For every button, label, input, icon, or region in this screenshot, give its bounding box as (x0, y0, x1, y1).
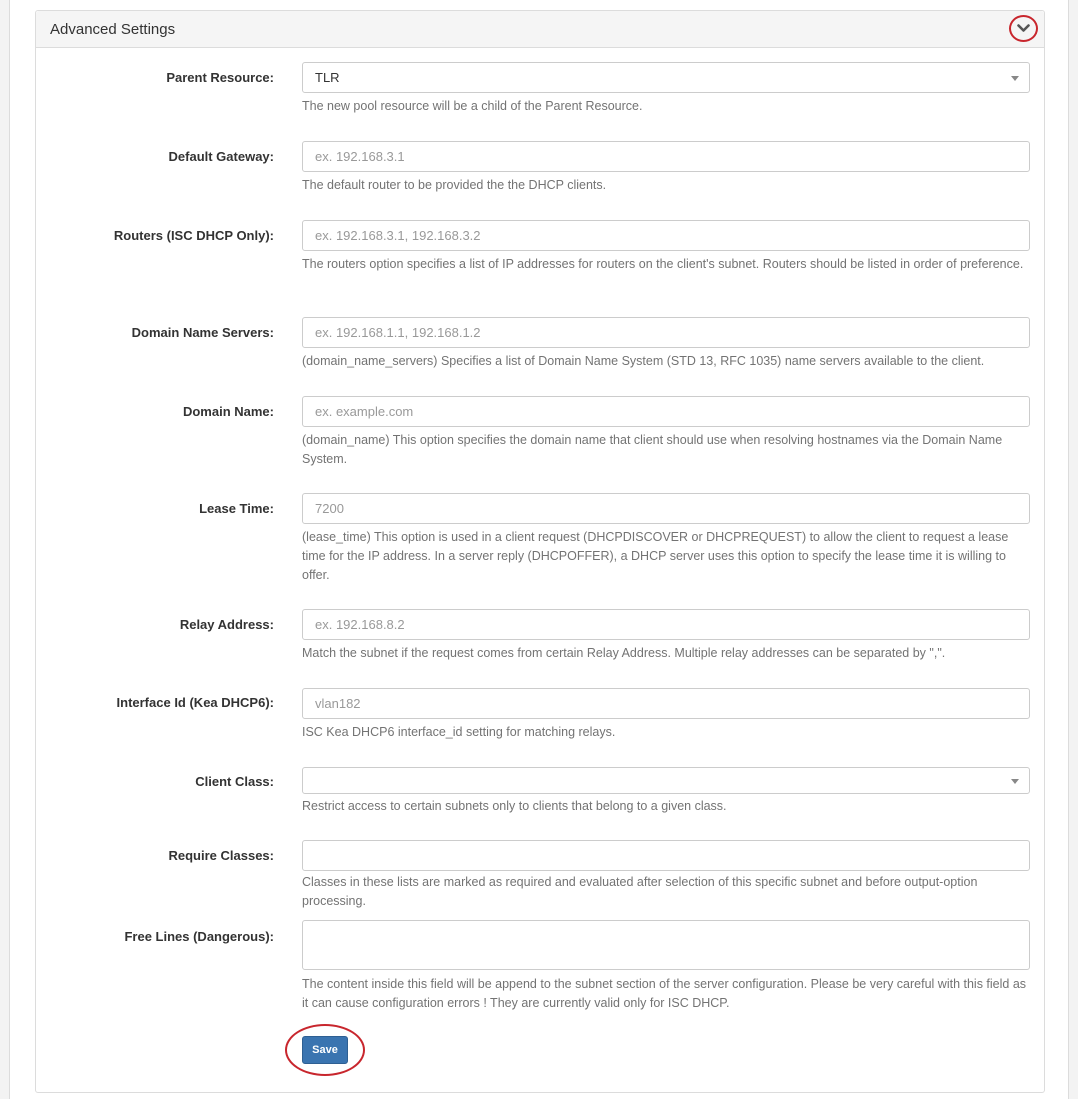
routers-placeholder: ex. 192.168.3.1, 192.168.3.2 (315, 228, 481, 243)
domain-name-servers-help: (domain_name_servers) Specifies a list of Domain Name System (STD 13, RFC 1035) name servers available to the client. (302, 354, 985, 368)
domain-name-label: Domain Name: (182, 404, 274, 419)
lease-time-input[interactable] (302, 493, 1030, 524)
interface-id-label: Interface Id (Kea DHCP6): (116, 695, 274, 710)
domain-name-placeholder: ex. example.com (315, 404, 414, 419)
relay-address-input[interactable] (302, 609, 1030, 640)
panel-heading[interactable] (36, 11, 1044, 48)
interface-id-placeholder: vlan182 (315, 696, 361, 711)
default-gateway-placeholder: ex. 192.168.3.1 (315, 149, 405, 164)
parent-resource-label: Parent Resource: (166, 70, 274, 85)
domain-name-servers-input[interactable] (302, 317, 1030, 348)
parent-resource-help: The new pool resource will be a child of the Parent Resource. (302, 99, 643, 113)
default-gateway-label: Default Gateway: (168, 149, 274, 164)
lease-time-label: Lease Time: (199, 501, 274, 516)
panel-title: Advanced Settings (50, 21, 176, 38)
domain-name-servers-placeholder: ex. 192.168.1.1, 192.168.1.2 (315, 325, 481, 340)
default-gateway-help: The default router to be provided the the DHCP clients. (302, 178, 607, 192)
free-lines-help: The content inside this field will be append to the subnet section of the server configuration. Please be very careful with this field as it can cause configuration errors ! They are currently valid only for ISC DHCP. (302, 977, 1027, 1010)
save-button[interactable]: Save (302, 1036, 348, 1064)
caret-down-icon (1011, 779, 1019, 784)
relay-address-label: Relay Address: (179, 617, 274, 632)
page-right-edge (1068, 0, 1078, 1099)
page-left-edge (0, 0, 10, 1099)
lease-time-placeholder: 7200 (315, 501, 344, 516)
default-gateway-input[interactable] (302, 141, 1030, 172)
require-classes-input[interactable] (302, 840, 1030, 871)
parent-resource-select[interactable] (302, 62, 1030, 93)
domain-name-input[interactable] (302, 396, 1030, 427)
collapse-toggle-button[interactable] (1009, 15, 1038, 42)
chevron-down-icon (1017, 24, 1030, 33)
interface-id-input[interactable] (302, 688, 1030, 719)
interface-id-help: ISC Kea DHCP6 interface_id setting for matching relays. (302, 725, 616, 739)
free-lines-label: Free Lines (Dangerous): (124, 929, 274, 944)
routers-input[interactable] (302, 220, 1030, 251)
routers-help: The routers option specifies a list of IP addresses for routers on the client's subnet. Routers should be listed in order of preference. (302, 257, 1024, 271)
caret-down-icon (1011, 76, 1019, 81)
routers-label: Routers (ISC DHCP Only): (113, 228, 274, 243)
client-class-help: Restrict access to certain subnets only to clients that belong to a given class. (302, 799, 727, 813)
domain-name-help: (domain_name) This option specifies the domain name that client should use when resolving hostnames via the Domain Name System. (302, 433, 1003, 466)
domain-name-servers-label: Domain Name Servers: (131, 325, 274, 340)
parent-resource-value: TLR (315, 70, 340, 85)
lease-time-help: (lease_time) This option is used in a client request (DHCPDISCOVER or DHCPREQUEST) to allow the client to request a lease time for the IP address. In a server reply (DHCPOFFER), a DHCP server uses this option to specify the lease time it is willing to offer. (302, 530, 1009, 582)
require-classes-label: Require Classes: (168, 848, 274, 863)
relay-address-help: Match the subnet if the request comes from certain Relay Address. Multiple relay addresses can be separated by ",". (302, 646, 946, 660)
client-class-label: Client Class: (195, 774, 274, 789)
client-class-select[interactable] (302, 767, 1030, 794)
relay-address-placeholder: ex. 192.168.8.2 (315, 617, 405, 632)
require-classes-help: Classes in these lists are marked as required and evaluated after selection of this specific subnet and before output-option processing. (302, 875, 978, 908)
free-lines-textarea[interactable] (302, 920, 1030, 970)
